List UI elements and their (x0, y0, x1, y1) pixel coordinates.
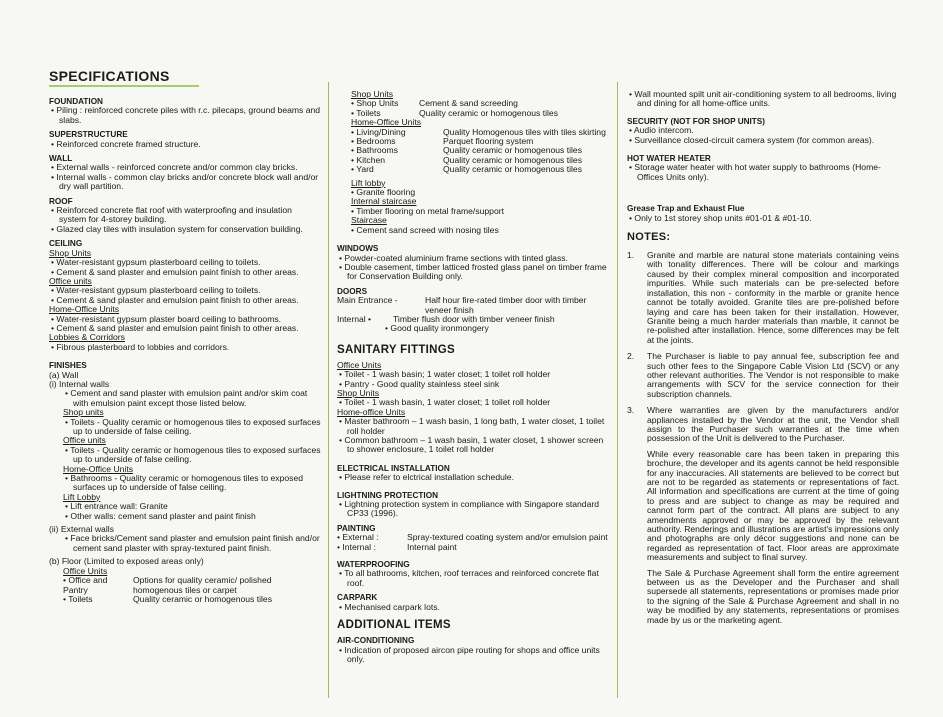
page-title: SPECIFICATIONS (49, 68, 199, 87)
ceiling-item: • Water-resistant gypsum plaster board ceiling to bathrooms. (51, 313, 282, 324)
note-item (627, 406, 899, 444)
floor-item: • Granite flooring (351, 187, 416, 198)
wall-heading: WALL (49, 154, 73, 164)
note-number: 2. (627, 351, 635, 362)
sanitary-item: • Master bathroom – 1 wash basin, 1 long bath, 1 water closet, 1 toilet roll holder (339, 416, 605, 436)
ceiling-item: • Cement & sand plaster and emulsion paint finish to other areas. (51, 266, 299, 277)
finishes-heading: FINISHES (49, 361, 87, 371)
grease-trap-item: • Only to 1st storey shop units #01-01 & #01-10. (629, 212, 812, 223)
painting-row-spec: Spray-textured coating system and/or emulsion paint (407, 532, 608, 543)
hot-water-heading: HOT WATER HEATER (627, 154, 711, 164)
finishes-item: • Bathrooms - Quality ceramic or homogenous tiles to exposed surfaces up to underside of false ceiling. (65, 473, 304, 493)
finishes-wall-label: (a) Wall (49, 369, 79, 380)
ceiling-item: • Water-resistant gypsum plasterboard ceiling to toilets. (51, 257, 261, 268)
floor-row-finish: Quality ceramic or homogenous tiles (133, 593, 272, 604)
finishes-item: • Toilets - Quality ceramic or homogenous tiles to exposed surfaces up to underside of false ceiling. (65, 444, 321, 465)
column-middle (337, 90, 609, 664)
floor-row (49, 576, 321, 595)
floor-row-area: • Bathrooms (351, 145, 398, 156)
aircon-item: • Wall mounted spilt unit air-conditioning system to all bedrooms, living and dining for all home-office units. (629, 89, 897, 109)
superstructure-item: • Reinforced concrete framed structure. (51, 138, 201, 149)
ceiling-office-units-label: Office units (49, 275, 92, 286)
hot-water-item: • Storage water heater with hot water supply to bathrooms (Home-Offices Units only). (629, 162, 881, 182)
sanitary-item: • Common bathroom – 1 wash basin, 1 water closet, 1 shower screen to shower enclosure, 1 toilet roll holder (339, 435, 604, 455)
roof-item: • Reinforced concrete flat roof with waterproofing and insulation system for 4-storey building. (51, 205, 292, 225)
notes-heading: NOTES: (627, 231, 671, 244)
floor-row-finish: Quality ceramic or homogenous tiles (443, 154, 582, 165)
lightning-heading: LIGHTNING PROTECTION (337, 490, 438, 500)
painting-row-area: • External : (337, 532, 379, 543)
note-item (627, 251, 899, 345)
waterproofing-heading: WATERPROOFING (337, 560, 410, 570)
painting-heading: PAINTING (337, 523, 376, 533)
foundation-heading: FOUNDATION (49, 97, 103, 106)
floor-lift-lobby-label: Lift lobby (351, 177, 386, 188)
aircon-heading: AIR-CONDITIONING (337, 636, 415, 646)
sanitary-office-units-label: Office Units (337, 359, 382, 370)
floor-row-area: • Kitchen (351, 154, 386, 165)
sanitary-item: • Toilet - 1 wash basin; 1 water closet; 1 toilet roll holder (339, 369, 551, 380)
agreement-paragraph: The Sale & Purchase Agreement shall form the entire agreement between us as the Developer and the Purchaser and shall supersede all statements, representations or promises made prior to the signing of the Sale & Purchase Agreement and shall in no way be modified by any statements, representations or promises made by us or the marketing agent. (647, 567, 899, 625)
floor-row-finish: Quality ceramic or homogenous tiles (419, 107, 558, 118)
ceiling-lobbies-label: Lobbies & Corridors (49, 332, 125, 343)
windows-heading: WINDOWS (337, 244, 379, 254)
windows-item: • Powder-coated aluminium frame sections with tinted glass. (339, 252, 568, 263)
wall-item: • Internal walls - common clay bricks and/or concrete block wall and/or dry wall partition. (51, 171, 319, 192)
doors-heading: DOORS (337, 286, 368, 296)
wall-item: • External walls - reinforced concrete and/or common clay bricks. (51, 162, 298, 173)
internal-walls-label: (i) Internal walls (49, 378, 110, 389)
finishes-lift-lobby-label: Lift Lobby (63, 491, 101, 502)
painting-row-spec: Internal paint (407, 541, 457, 552)
aircon-item: • Indication of proposed aircon pipe routing for shops and office units only. (339, 644, 600, 664)
doors-row-spec: Half hour fire-rated timber door with timber veneer finish (425, 295, 587, 315)
floor-row-area: • Toilets (351, 107, 381, 118)
column-right (627, 90, 899, 625)
superstructure-heading: SUPERSTRUCTURE (49, 130, 128, 140)
windows-item: • Double casement, timber latticed frosted glass panel on timber frame for Conservation Building only. (339, 261, 607, 282)
ceiling-heading: CEILING (49, 239, 83, 249)
finishes-item: • Face bricks/Cement sand plaster and emulsion paint finish and/or cement sand plaster with spray-textured paint finish. (65, 533, 320, 553)
finishes-office-units-label: Office units (63, 435, 106, 446)
doors-item: • Good quality ironmongery (385, 323, 489, 334)
sanitary-heading: SANITARY FITTINGS (337, 343, 455, 356)
disclaimer-paragraph: While every reasonable care has been taken in preparing this brochure, the developer and its agents cannot be held responsible for any inaccuracies. All statements are believed to be correct but are not to be regarded as statements or representations of fact. All information and specifications are current at the time of going to press and are subject to change as may be required and cannot form part of the contract. All plans are subject to any amendments approved or may be approved by the relevant authority. Renderings and illustrations are artist's impressions only and photographs are only décor suggestions and none can be regarded as representation of fact. Floor areas are approximate measurements and subject to final survey. (647, 448, 899, 563)
staircase-label: Staircase (351, 215, 387, 226)
note-number: 1. (627, 250, 635, 261)
doors-row-spec: Timber flush door with timber veneer finish (393, 313, 555, 324)
floor-label: (b) Floor (Limited to exposed areas only) (49, 556, 204, 567)
finishes-item: • Other walls: cement sand plaster and paint finish (65, 510, 256, 521)
ceiling-item: • Water-resistant gypsum plasterboard ceiling to toilets. (51, 285, 261, 296)
note-text: The Purchaser is liable to pay annual fee, subscription fee and such other fees to the Singapore Cable Vision Ltd (SCV) or any other relevant authorities. The Vendor is not responsible to make arrangements with SCV for the service connection for their subscription channels. (647, 351, 899, 399)
waterproofing-item: • To all bathrooms, kitchen, roof terraces and reinforced concrete flat roof. (339, 568, 599, 588)
roof-heading: ROOF (49, 196, 73, 206)
floor-row-area: • Living/Dining (351, 126, 406, 137)
roof-item: • Glazed clay tiles with insulation system for conservation building. (51, 223, 303, 234)
floor-row-finish: Quality ceramic or homogenous tiles (443, 145, 582, 156)
sanitary-shop-units-label: Shop Units (337, 387, 380, 398)
ceiling-item: • Cement & sand plaster and emulsion paint finish to other areas. (51, 322, 299, 333)
security-item: • Surveillance closed-circuit camera system (for common areas). (629, 134, 875, 145)
carpark-item: • Mechanised carpark lots. (339, 601, 440, 612)
floor-office-units-label: Office Units (63, 565, 108, 576)
finishes-item: • Lift entrance wall: Granite (65, 501, 168, 512)
finishes-item: • Toilets - Quality ceramic or homogenous tiles to exposed surfaces up to underside of false ceiling. (65, 416, 321, 436)
lightning-item: • Lightning protection system in compliance with Singapore standard CP33 (1996). (339, 499, 600, 519)
foundation-item: • Piling : reinforced concrete piles with r.c. pilecaps, ground beams and slabs. (51, 105, 321, 125)
sanitary-item: • Toilet - 1 wash basin, 1 water closet; 1 toilet roll holder (339, 397, 551, 408)
sanitary-item: • Pantry - Good quality stainless steel sink (339, 378, 500, 389)
floor-item: • Timber flooring on metal frame/support (351, 205, 504, 216)
doors-row (337, 296, 609, 315)
floor-row-area: • Toilets (63, 593, 93, 604)
note-text: Granite and marble are natural stone materials containing veins with tonality differences. There will be colour and markings caused by their complex mineral composition and incorporated impurities. While such materials can be pre-selected before installation, this non - conformity in the marble or granite hence cannot be totally avoided. Granite tiles are pre-polished before laying and care has been taken for their installation. However, Granite being a much harder materials than marble, it cannot be re-polished after installation. Hence, some differences may be felt at the joints. (647, 250, 899, 345)
painting-row (337, 533, 609, 542)
column-left (49, 68, 321, 604)
floor-shop-units-label: Shop Units (351, 89, 394, 99)
floor-row-finish: Parquet flooring system (443, 136, 534, 147)
floor-row (49, 595, 321, 604)
note-item (627, 352, 899, 399)
finishes-shop-units-label: Shop units (63, 407, 104, 418)
sanitary-home-office-label: Home-office Units (337, 406, 406, 417)
carpark-heading: CARPARK (337, 593, 378, 603)
floor-row-finish: Quality Homogenous tiles with tiles skirting (443, 126, 606, 137)
floor-row-finish: Cement & sand screeding (419, 98, 518, 109)
note-number: 3. (627, 405, 635, 416)
electrical-heading: ELECTRICAL INSTALLATION (337, 463, 450, 473)
floor-row-area: • Bedrooms (351, 136, 396, 147)
finishes-home-office-label: Home-Office Units (63, 463, 134, 474)
ceiling-shop-units-label: Shop Units (49, 247, 92, 258)
floor-row-area: • Shop Units (351, 98, 399, 109)
external-walls-label: (ii) External walls (49, 524, 114, 535)
doors-row-location: Main Entrance - (337, 295, 398, 306)
internal-staircase-label: Internal staircase (351, 196, 417, 207)
note-text: Where warranties are given by the manufacturers and/or appliances installed by the Vendor at the unit, the Vendor shall assign to the Purchaser such warranties at the time when possession of the Unit is delivered to the Purchaser. (647, 405, 899, 444)
column-divider-left (328, 82, 329, 698)
floor-row-area: • Yard (351, 164, 374, 175)
floor-row (337, 165, 609, 174)
finishes-item: • Cement and sand plaster with emulsion paint and/or skim coat with emulsion paint except those listed below. (65, 388, 308, 408)
floor-row-area: • Office and Pantry (63, 575, 108, 595)
security-heading: SECURITY (NOT FOR SHOP UNITS) (627, 116, 765, 126)
additional-items-heading: ADDITIONAL ITEMS (337, 619, 451, 632)
ceiling-item: • Cement & sand plaster and emulsion paint finish to other areas. (51, 294, 299, 305)
column-divider-right (617, 82, 618, 698)
painting-row (337, 543, 609, 552)
floor-row-finish: Options for quality ceramic/ polished homogenous tiles or carpet (133, 575, 272, 595)
grease-trap-heading: Grease Trap and Exhaust Flue (627, 204, 745, 214)
ceiling-item: • Fibrous plasterboard to lobbies and corridors. (51, 341, 230, 352)
doors-row-location: Internal • (337, 313, 372, 324)
ceiling-home-office-label: Home-Office Units (49, 304, 120, 315)
electrical-item: • Please refer to elctrical installation schedule. (339, 472, 514, 483)
floor-home-office-label: Home-Office Units (351, 117, 422, 128)
painting-row-area: • Internal : (337, 541, 376, 552)
floor-item: • Cement sand screed with nosing tiles (351, 224, 499, 235)
floor-row-finish: Quality ceramic or homogenous tiles (443, 164, 582, 175)
security-item: • Audio intercom. (629, 125, 694, 136)
